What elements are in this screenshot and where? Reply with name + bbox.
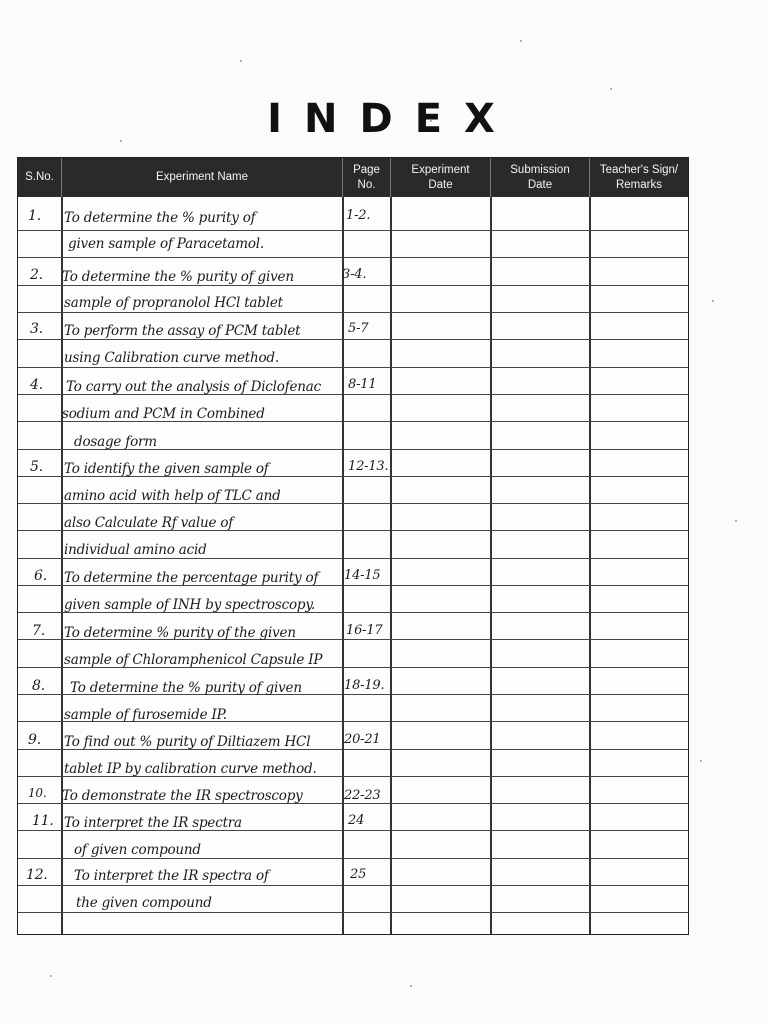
entry-8-name-line-1: To determine the % purity of given	[70, 680, 302, 696]
entry-2-name-line-2: sample of propranolol HCl tablet	[64, 295, 283, 311]
entry-4-name-line-1: To carry out the analysis of Diclofenac	[66, 379, 322, 395]
ruled-line	[18, 339, 688, 340]
col-header-teacher-sign: Teacher's Sign/ Remarks	[590, 158, 688, 197]
entry-7-sno: 7.	[32, 623, 45, 639]
entry-6-page: 14-15	[344, 568, 381, 583]
ruled-line	[18, 858, 688, 859]
entry-11-name-line-1: To interpret the IR spectra	[64, 815, 242, 831]
entry-9-sno: 9.	[28, 732, 41, 748]
entry-10-page: 22-23	[344, 788, 381, 803]
ruled-line	[18, 885, 688, 886]
entry-6-name-line-2: given sample of INH by spectroscopy.	[64, 597, 316, 613]
entry-9-page: 20-21	[344, 732, 381, 747]
ruled-line	[18, 312, 688, 313]
entry-1-page: 1-2.	[346, 208, 371, 223]
ruled-line	[18, 912, 688, 913]
entry-7-name-line-2: sample of Chloramphenicol Capsule IP	[64, 652, 323, 668]
entry-7-name-line-1: To determine % purity of the given	[64, 625, 296, 641]
entry-3-name-line-2: using Calibration curve method.	[64, 350, 279, 366]
entry-4-name-line-3: dosage form	[74, 434, 157, 450]
entry-5-name-line-2: amino acid with help of TLC and	[64, 488, 281, 504]
ruled-line	[18, 367, 688, 368]
entry-12-page: 25	[350, 867, 367, 882]
entry-5-name-line-3: also Calculate Rf value of	[64, 515, 234, 531]
ruled-line	[18, 285, 688, 286]
entry-9-name-line-2: tablet IP by calibration curve method.	[64, 761, 317, 777]
col-header-sno: S.No.	[18, 158, 62, 197]
entry-1-name-line-2: given sample of Paracetamol.	[68, 236, 264, 252]
ruled-line	[18, 230, 688, 231]
entry-8-name-line-2: sample of furosemide IP.	[64, 707, 227, 723]
entry-4-sno: 4.	[30, 377, 43, 393]
entry-10-sno: 10.	[28, 786, 47, 800]
entry-4-page: 8-11	[348, 377, 377, 392]
col-header-page-no: Page No.	[343, 158, 391, 197]
ruled-line	[18, 257, 688, 258]
entry-3-page: 5-7	[348, 321, 369, 336]
entry-5-name-line-1: To identify the given sample of	[64, 461, 269, 477]
entry-10-name-line-1: To demonstrate the IR spectroscopy	[62, 788, 303, 804]
entry-1-name-line-1: To determine the % purity of	[64, 210, 256, 226]
entry-5-sno: 5.	[30, 459, 43, 475]
entry-3-name-line-1: To perform the assay of PCM tablet	[64, 323, 301, 339]
entry-5-name-line-4: individual amino acid	[64, 542, 207, 558]
entry-7-page: 16-17	[346, 623, 383, 638]
entry-1-sno: 1.	[28, 208, 41, 224]
entry-2-name-line-1: To determine the % purity of given	[62, 269, 294, 285]
ruled-line	[18, 558, 688, 559]
col-header-submission-date: Submission Date	[491, 158, 590, 197]
entry-8-sno: 8.	[32, 678, 45, 694]
index-table	[17, 157, 689, 935]
entry-11-sno: 11.	[32, 813, 54, 829]
entry-8-page: 18-19.	[344, 678, 385, 693]
entry-11-page: 24	[348, 813, 365, 828]
entry-4-name-line-2: sodium and PCM in Combined	[62, 406, 265, 422]
col-header-experiment-name: Experiment Name	[62, 158, 343, 197]
entry-6-sno: 6.	[34, 568, 47, 584]
entry-12-sno: 12.	[26, 867, 48, 883]
entry-2-sno: 2.	[30, 267, 43, 283]
entry-12-name-line-2: the given compound	[76, 895, 212, 911]
entry-12-name-line-1: To interpret the IR spectra of	[74, 868, 269, 884]
entry-3-sno: 3.	[30, 321, 43, 337]
col-header-experiment-date: Experiment Date	[391, 158, 491, 197]
entry-2-page: 3-4.	[342, 267, 367, 282]
entry-5-page: 12-13.	[348, 459, 389, 474]
entry-9-name-line-1: To find out % purity of Diltiazem HCl	[64, 734, 311, 750]
entry-6-name-line-1: To determine the percentage purity of	[64, 570, 319, 586]
page-title: INDEX	[267, 96, 517, 142]
entry-11-name-line-2: of given compound	[74, 842, 201, 858]
